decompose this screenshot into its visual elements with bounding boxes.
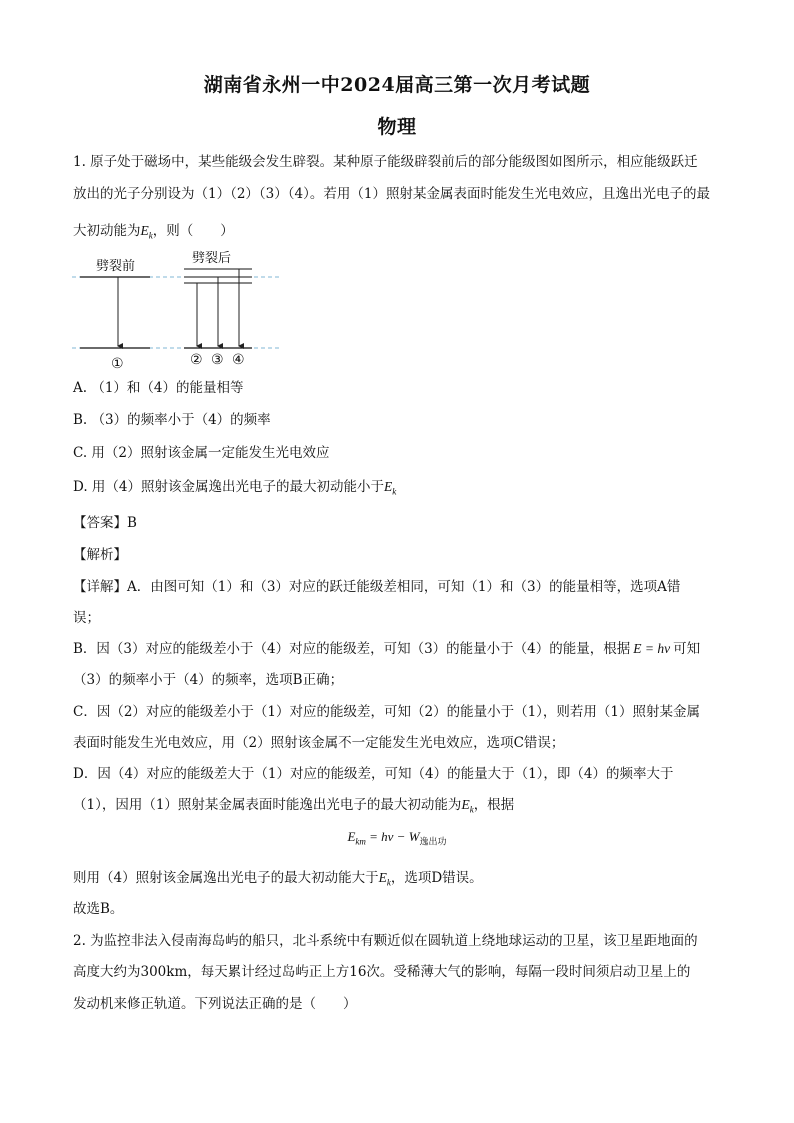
q1-stem-line3-pre: 大初动能为 (73, 223, 141, 239)
q1-option-c: C. 用（2）照射该金属一定能发生光电效应 (73, 445, 330, 461)
detail-line5: C．因（2）对应的能级差小于（1）对应的能级差，可知（2）的能量小于（1），则若用（1）照射某金属 (73, 704, 701, 720)
q1-option-d: D. 用（4）照射该金属逸出光电子的最大初动能小于$E_k$ (73, 479, 397, 497)
detail-line7: D．因（4）对应的能级差大于（1）对应的能级差，可知（4）的能量大于（1），即（4）的频率大于 (73, 766, 674, 782)
marker-3: ③ (211, 352, 224, 368)
subject-title: 物理 (377, 116, 417, 138)
q2-line2: 高度大约为300km，每天累计经过岛屿正上方16次。受稀薄大气的影响，每隔一段时间须启动卫星上的 (73, 964, 691, 980)
detail-line1: 【详解】A．由图可知（1）和（3）对应的跃迁能级差相同，可知（1）和（3）的能量相等，选项A错 (73, 579, 681, 595)
q1-stem-line2: 放出的光子分别设为（1）（2）（3）（4）。若用（1）照射某金属表面时能发生光电效应，且逸出光电子的最 (73, 186, 710, 202)
answer-line: 【答案】B (73, 515, 137, 531)
detail-line2: 误； (73, 610, 100, 626)
ek-symbol: $E_k$ (378, 870, 391, 888)
analysis-label: 【解析】 (73, 547, 127, 563)
q2-line1: 2. 为监控非法入侵南海岛屿的船只，北斗系统中有颗近似在圆轨道上绕地球运动的卫星，该卫星距地面的 (73, 933, 698, 949)
marker-2: ② (190, 352, 203, 368)
ek-symbol: $E_k$ (461, 797, 474, 815)
detail-line3: B．因（3）对应的能级差小于（4）对应的能级差，可知（3）的能量小于（4）的能量，根据 E = hν 可知 (73, 641, 701, 657)
detail-line6: 表面时能发生光电效应，用（2）照射该金属不一定能发生光电效应，选项C错误； (73, 735, 565, 751)
marker-1: ① (111, 356, 124, 372)
energy-level-figure (70, 246, 285, 374)
photoelectric-formula: $E_{km} = h\nu - W_{逸出功}$ (347, 829, 447, 847)
q1-option-b: B. （3）的频率小于（4）的频率 (73, 412, 271, 428)
ek-symbol: $E_k$ (140, 223, 153, 241)
ek-symbol: $E_k$ (384, 479, 397, 497)
exam-title: 湖南省永州一中2024届高三第一次月考试题 (203, 74, 591, 96)
label-after-split: 劈裂后 (192, 251, 232, 266)
detail-line8: （1），因用（1）照射某金属表面时能逸出光电子的最大初动能为$E_k$，根据 (73, 797, 515, 815)
q1-stem-line3-post: ，则（ ） (152, 223, 234, 239)
marker-4: ④ (232, 352, 245, 368)
detail-line9: 则用（4）照射该金属逸出光电子的最大初动能大于$E_k$，选项D错误。 (73, 870, 483, 888)
q1-option-a: A. （1）和（4）的能量相等 (73, 380, 244, 396)
q2-line3: 发动机来修正轨道。下列说法正确的是（ ） (73, 996, 357, 1012)
detail-line4: （3）的频率小于（4）的频率，选项B正确； (73, 672, 344, 688)
conclusion-line: 故选B。 (73, 901, 124, 917)
q1-stem-line3 (73, 221, 725, 246)
planck-formula: E = hν (633, 641, 671, 656)
q1-stem-line1: 1. 原子处于磁场中，某些能级会发生辟裂。某种原子能级辟裂前后的部分能级图如图所示，相应能级跃迁 (73, 154, 698, 170)
label-before-split: 劈裂前 (96, 259, 136, 274)
